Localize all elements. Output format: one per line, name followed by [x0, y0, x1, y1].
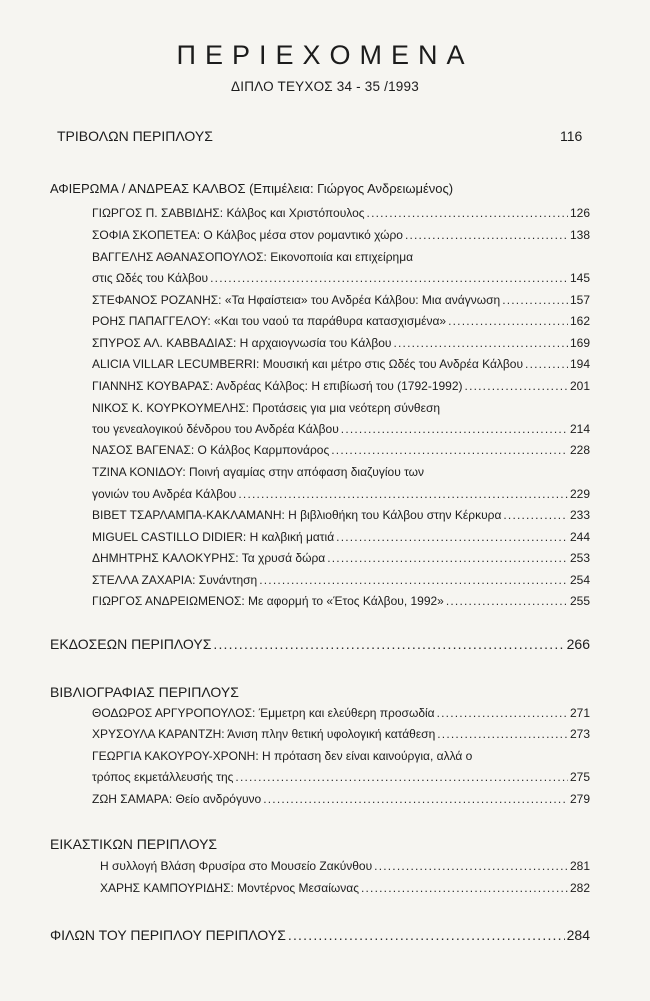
leader-dots	[213, 635, 564, 653]
toc-entry	[92, 529, 590, 545]
entry-page: 279	[569, 792, 590, 806]
section-afieroma-title: ΑΦΙΕΡΩΜΑ / ΑΝΔΡΕΑΣ ΚΑΛΒΟΣ (Επιμέλεια: Γιώργος Ανδρειωμένος)	[50, 181, 454, 196]
entry-page: 271	[569, 706, 590, 720]
toc-entry	[92, 335, 590, 351]
leader-dots	[263, 791, 568, 807]
entry-title: ΔΗΜΗΤΡΗΣ ΚΑΛΟΚΥΡΗΣ: Τα χρυσά δώρα	[92, 551, 326, 565]
entry-title-line1: ΒΑΓΓΕΛΗΣ ΑΘΑΝΑΣΟΠΟΥΛΟΣ: Εικονοποιία και επιχείρημα	[92, 250, 414, 264]
leader-dots	[235, 769, 568, 785]
entry-page: 275	[569, 770, 590, 784]
leader-dots	[327, 550, 568, 566]
entry-title: του γενεαλογικού δένδρου του Ανδρέα Κάλβου	[92, 422, 339, 436]
page-title: ΠΕΡΙΕΧΟΜΕΝΑ	[176, 40, 474, 70]
entry-title: ΓΙΑΝΝΗΣ ΚΟΥΒΑΡΑΣ: Ανδρέας Κάλβος: Η επιβίωσή του (1792-1992)	[92, 379, 463, 393]
entry-page: 228	[569, 443, 590, 457]
toc-entry	[92, 486, 590, 502]
entry-title: τρόπος εκμετάλλευσής της	[92, 770, 234, 784]
leader-dots	[437, 726, 568, 742]
entry-title: ΡΟΗΣ ΠΑΠΑΓΓΕΛΟΥ: «Και του ναού τα παράθυρα κατασχισμένα»	[92, 314, 447, 328]
leader-dots	[374, 858, 568, 874]
entry-title: ΣΟΦΙΑ ΣΚΟΠΕΤΕΑ: Ο Κάλβος μέσα στον ρομαντικό χώρο	[92, 228, 403, 242]
section-bibliografias-title: ΒΙΒΛΙΟΓΡΑΦΙΑΣ ΠΕΡΙΠΛΟΥΣ	[50, 684, 239, 700]
toc-entry	[92, 726, 590, 742]
entry-page: 169	[569, 336, 590, 350]
entry-title: ΣΤΕΦΑΝΟΣ ΡΟΖΑΝΗΣ: «Τα Ηφαίστεια» του Ανδρέα Κάλβου: Μια ανάγνωση	[92, 293, 501, 307]
entry-title: Η συλλογή Βλάση Φρυσίρα στο Μουσείο Ζακύνθου	[100, 859, 373, 873]
leader-dots	[210, 270, 568, 286]
leader-dots	[259, 572, 568, 588]
toc-entry	[100, 858, 590, 874]
leader-dots	[465, 378, 568, 394]
entry-title: MIGUEL CASTILLO DIDIER: Η καλβική ματιά	[92, 530, 335, 544]
entry-title: ΓΙΩΡΓΟΣ ΑΝΔΡΕΙΩΜΕΝΟΣ: Με αφορμή το «Έτος Κάλβου, 1992»	[92, 594, 444, 608]
toc-entry	[92, 356, 590, 372]
entry-title-line1: ΤΖΙΝΑ ΚΟΝΙΔΟΥ: Ποινή αγαμίας στην απόφαση διαζυγίου των	[92, 465, 425, 479]
entry-page: 253	[569, 551, 590, 565]
toc-entry	[92, 507, 590, 523]
issue-subtitle: ΔΙΠΛΟ ΤΕΥΧΟΣ 34 - 35 /1993	[231, 79, 419, 94]
entry-page: 194	[569, 357, 590, 371]
leader-dots	[331, 442, 568, 458]
toc-entry	[92, 205, 590, 221]
toc-entry	[92, 593, 590, 609]
leader-dots	[336, 529, 568, 545]
leader-dots	[393, 335, 568, 351]
toc-entry	[92, 378, 590, 394]
entry-page: 162	[569, 314, 590, 328]
section-triboloon-title: ΤΡΙΒΟΛΩΝ ΠΕΡΙΠΛΟΥΣ	[57, 128, 213, 144]
entry-title: ΒΙΒΕΤ ΤΣΑΡΛΑΜΠΑ-ΚΑΚΛΑΜΑΝΗ: Η βιβλιοθήκη του Κάλβου στην Κέρκυρα	[92, 508, 502, 522]
entry-title: ΝΑΣΟΣ ΒΑΓΕΝΑΣ: Ο Κάλβος Καρμπονάρος	[92, 443, 330, 457]
entry-title: ΧΑΡΗΣ ΚΑΜΠΟΥΡΙΔΗΣ: Μοντέρνος Μεσαίωνας	[100, 881, 359, 895]
section-title: ΦΙΛΩΝ ΤΟΥ ΠΕΡΙΠΛΟΥ ΠΕΡΙΠΛΟΥΣ	[50, 927, 286, 943]
entry-title: στις Ωδές του Κάλβου	[92, 271, 209, 285]
entry-title: ΧΡΥΣΟΥΛΑ ΚΑΡΑΝΤΖΗ: Άνιση πλην θετική υφολογική κατάθεση	[92, 727, 436, 741]
leader-dots	[446, 593, 568, 609]
leader-dots	[503, 507, 568, 523]
toc-entry	[92, 769, 590, 785]
toc-entry	[92, 791, 590, 807]
leader-dots	[341, 421, 568, 437]
toc-entry	[92, 421, 590, 437]
leader-dots	[405, 227, 568, 243]
section-title: ΕΚΔΟΣΕΩΝ ΠΕΡΙΠΛΟΥΣ	[50, 636, 212, 652]
entry-title: ALICIA VILLAR LECUMBERRI: Μουσική και μέτρο στις Ωδές του Ανδρέα Κάλβου	[92, 357, 524, 371]
entry-page: 244	[569, 530, 590, 544]
entry-title: ΓΙΩΡΓΟΣ Π. ΣΑΒΒΙΔΗΣ: Κάλβος και Χριστόπουλος	[92, 206, 365, 220]
toc-entry	[92, 313, 590, 329]
leader-dots	[437, 705, 568, 721]
section-eikastikon-title: ΕΙΚΑΣΤΙΚΩΝ ΠΕΡΙΠΛΟΥΣ	[50, 836, 218, 852]
toc-entry	[100, 880, 590, 896]
leader-dots	[525, 356, 568, 372]
section-filon	[50, 926, 590, 944]
entry-page: 282	[569, 881, 590, 895]
entry-page: 255	[569, 594, 590, 608]
entry-title: ΖΩΗ ΣΑΜΑΡΑ: Θείο ανδρόγυνο	[92, 792, 262, 806]
section-triboloon-page: 116	[560, 128, 583, 144]
toc-entry	[92, 550, 590, 566]
entry-title: ΣΤΕΛΛΑ ΖΑΧΑΡΙΑ: Συνάντηση	[92, 573, 258, 587]
toc-entry	[92, 227, 590, 243]
entry-page: 281	[569, 859, 590, 873]
entry-title: γονιών του Ανδρέα Κάλβου	[92, 487, 237, 501]
entry-page: 229	[569, 487, 590, 501]
toc-entry	[92, 705, 590, 721]
toc-entry	[92, 572, 590, 588]
toc-entry	[92, 292, 590, 308]
leader-dots	[238, 486, 568, 502]
entry-title-line1: ΓΕΩΡΓΙΑ ΚΑΚΟΥΡΟΥ-ΧΡΟΝΗ: Η πρόταση δεν είναι καινούργια, αλλά ο	[92, 749, 473, 763]
entry-page: 145	[569, 271, 590, 285]
leader-dots	[502, 292, 568, 308]
leader-dots	[367, 205, 568, 221]
entry-title-line1: ΝΙΚΟΣ Κ. ΚΟΥΡΚΟΥΜΕΛΗΣ: Προτάσεις για μια νεότερη σύνθεση	[92, 401, 441, 415]
leader-dots	[288, 926, 565, 944]
toc-entry	[92, 442, 590, 458]
entry-page: 214	[569, 422, 590, 436]
entry-page: 254	[569, 573, 590, 587]
entry-title: ΘΟΔΩΡΟΣ ΑΡΓΥΡΟΠΟΥΛΟΣ: Έμμετρη και ελεύθερη προσωδία	[92, 706, 435, 720]
entry-page: 157	[569, 293, 590, 307]
leader-dots	[448, 313, 568, 329]
leader-dots	[361, 880, 568, 896]
section-page: 266	[566, 636, 590, 652]
toc-entry	[92, 270, 590, 286]
entry-page: 126	[569, 206, 590, 220]
entry-page: 233	[569, 508, 590, 522]
section-page: 284	[566, 927, 590, 943]
section-ekdoseon	[50, 635, 590, 653]
entry-page: 138	[569, 228, 590, 242]
entry-page: 273	[569, 727, 590, 741]
entry-title: ΣΠΥΡΟΣ ΑΛ. ΚΑΒΒΑΔΙΑΣ: Η αρχαιογνωσία του Κάλβου	[92, 336, 392, 350]
entry-page: 201	[569, 379, 590, 393]
